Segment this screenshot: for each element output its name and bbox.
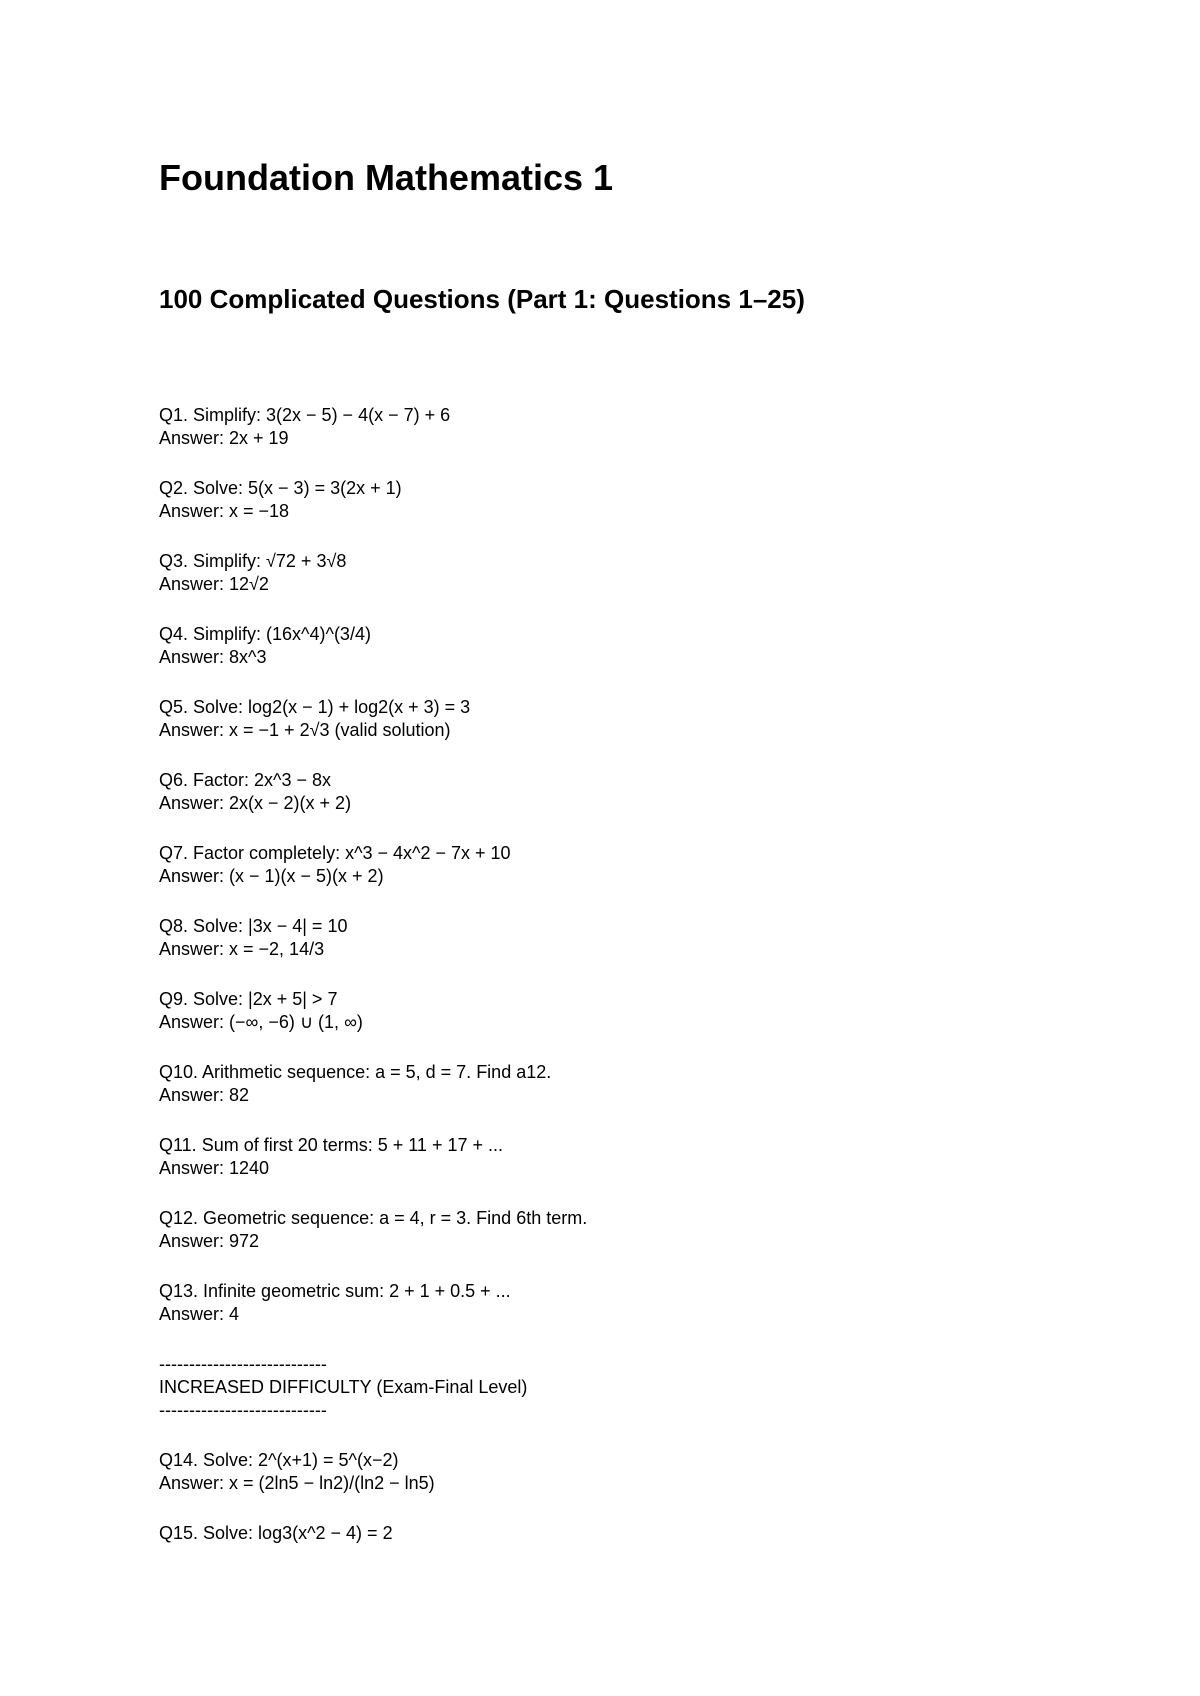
divider-rule: ---------------------------- bbox=[159, 1354, 327, 1374]
question-text: Q9. Solve: |2x + 5| > 7 bbox=[159, 989, 338, 1009]
question-text: Q12. Geometric sequence: a = 4, r = 3. Find 6th term. bbox=[159, 1208, 588, 1228]
question-text: Q5. Solve: log2(x − 1) + log2(x + 3) = 3 bbox=[159, 697, 471, 717]
answer-text: Answer: 12√2 bbox=[159, 574, 269, 594]
question-text: Q7. Factor completely: x^3 − 4x^2 − 7x + 10 bbox=[159, 843, 511, 863]
answer-text: Answer: 4 bbox=[159, 1304, 240, 1324]
question-text: Q13. Infinite geometric sum: 2 + 1 + 0.5 + ... bbox=[159, 1281, 511, 1301]
question-item-12 bbox=[159, 1207, 587, 1253]
answer-text: Answer: 82 bbox=[159, 1085, 250, 1105]
section-heading: INCREASED DIFFICULTY (Exam-Final Level) bbox=[159, 1377, 528, 1397]
question-text: Q2. Solve: 5(x − 3) = 3(2x + 1) bbox=[159, 478, 402, 498]
answer-text: Answer: 2x(x − 2)(x + 2) bbox=[159, 793, 352, 813]
questions-list bbox=[159, 404, 587, 1572]
divider-rule: ---------------------------- bbox=[159, 1400, 327, 1420]
question-item-2 bbox=[159, 477, 587, 523]
answer-text: Answer: x = −2, 14/3 bbox=[159, 939, 325, 959]
section-break bbox=[159, 1353, 587, 1422]
page-subtitle: 100 Complicated Questions (Part 1: Questions 1–25) bbox=[159, 284, 805, 314]
question-item-13 bbox=[159, 1280, 587, 1326]
question-item-7 bbox=[159, 842, 587, 888]
answer-text: Answer: 1240 bbox=[159, 1158, 270, 1178]
question-text: Q11. Sum of first 20 terms: 5 + 11 + 17 + ... bbox=[159, 1135, 503, 1155]
question-item-10 bbox=[159, 1061, 587, 1107]
question-item-3 bbox=[159, 550, 587, 596]
page-title: Foundation Mathematics 1 bbox=[159, 157, 614, 198]
question-text: Q8. Solve: |3x − 4| = 10 bbox=[159, 916, 348, 936]
answer-text: Answer: (−∞, −6) ∪ (1, ∞) bbox=[159, 1012, 363, 1032]
question-text: Q6. Factor: 2x^3 − 8x bbox=[159, 770, 332, 790]
question-text: Q1. Simplify: 3(2x − 5) − 4(x − 7) + 6 bbox=[159, 405, 451, 425]
question-text: Q15. Solve: log3(x^2 − 4) = 2 bbox=[159, 1523, 393, 1543]
answer-text: Answer: (x − 1)(x − 5)(x + 2) bbox=[159, 866, 384, 886]
question-item-8 bbox=[159, 915, 587, 961]
answer-text: Answer: x = (2ln5 − ln2)/(ln2 − ln5) bbox=[159, 1473, 435, 1493]
question-item-14 bbox=[159, 1449, 587, 1495]
question-item-1 bbox=[159, 404, 587, 450]
question-text: Q3. Simplify: √72 + 3√8 bbox=[159, 551, 347, 571]
answer-text: Answer: x = −1 + 2√3 (valid solution) bbox=[159, 720, 451, 740]
answer-text: Answer: 2x + 19 bbox=[159, 428, 289, 448]
question-text: Q4. Simplify: (16x^4)^(3/4) bbox=[159, 624, 371, 644]
question-item-15 bbox=[159, 1522, 587, 1545]
question-item-6 bbox=[159, 769, 587, 815]
question-text: Q14. Solve: 2^(x+1) = 5^(x−2) bbox=[159, 1450, 399, 1470]
question-text: Q10. Arithmetic sequence: a = 5, d = 7. Find a12. bbox=[159, 1062, 552, 1082]
answer-text: Answer: 8x^3 bbox=[159, 647, 267, 667]
question-item-9 bbox=[159, 988, 587, 1034]
question-item-11 bbox=[159, 1134, 587, 1180]
question-item-4 bbox=[159, 623, 587, 669]
answer-text: Answer: 972 bbox=[159, 1231, 260, 1251]
answer-text: Answer: x = −18 bbox=[159, 501, 290, 521]
question-item-5 bbox=[159, 696, 587, 742]
